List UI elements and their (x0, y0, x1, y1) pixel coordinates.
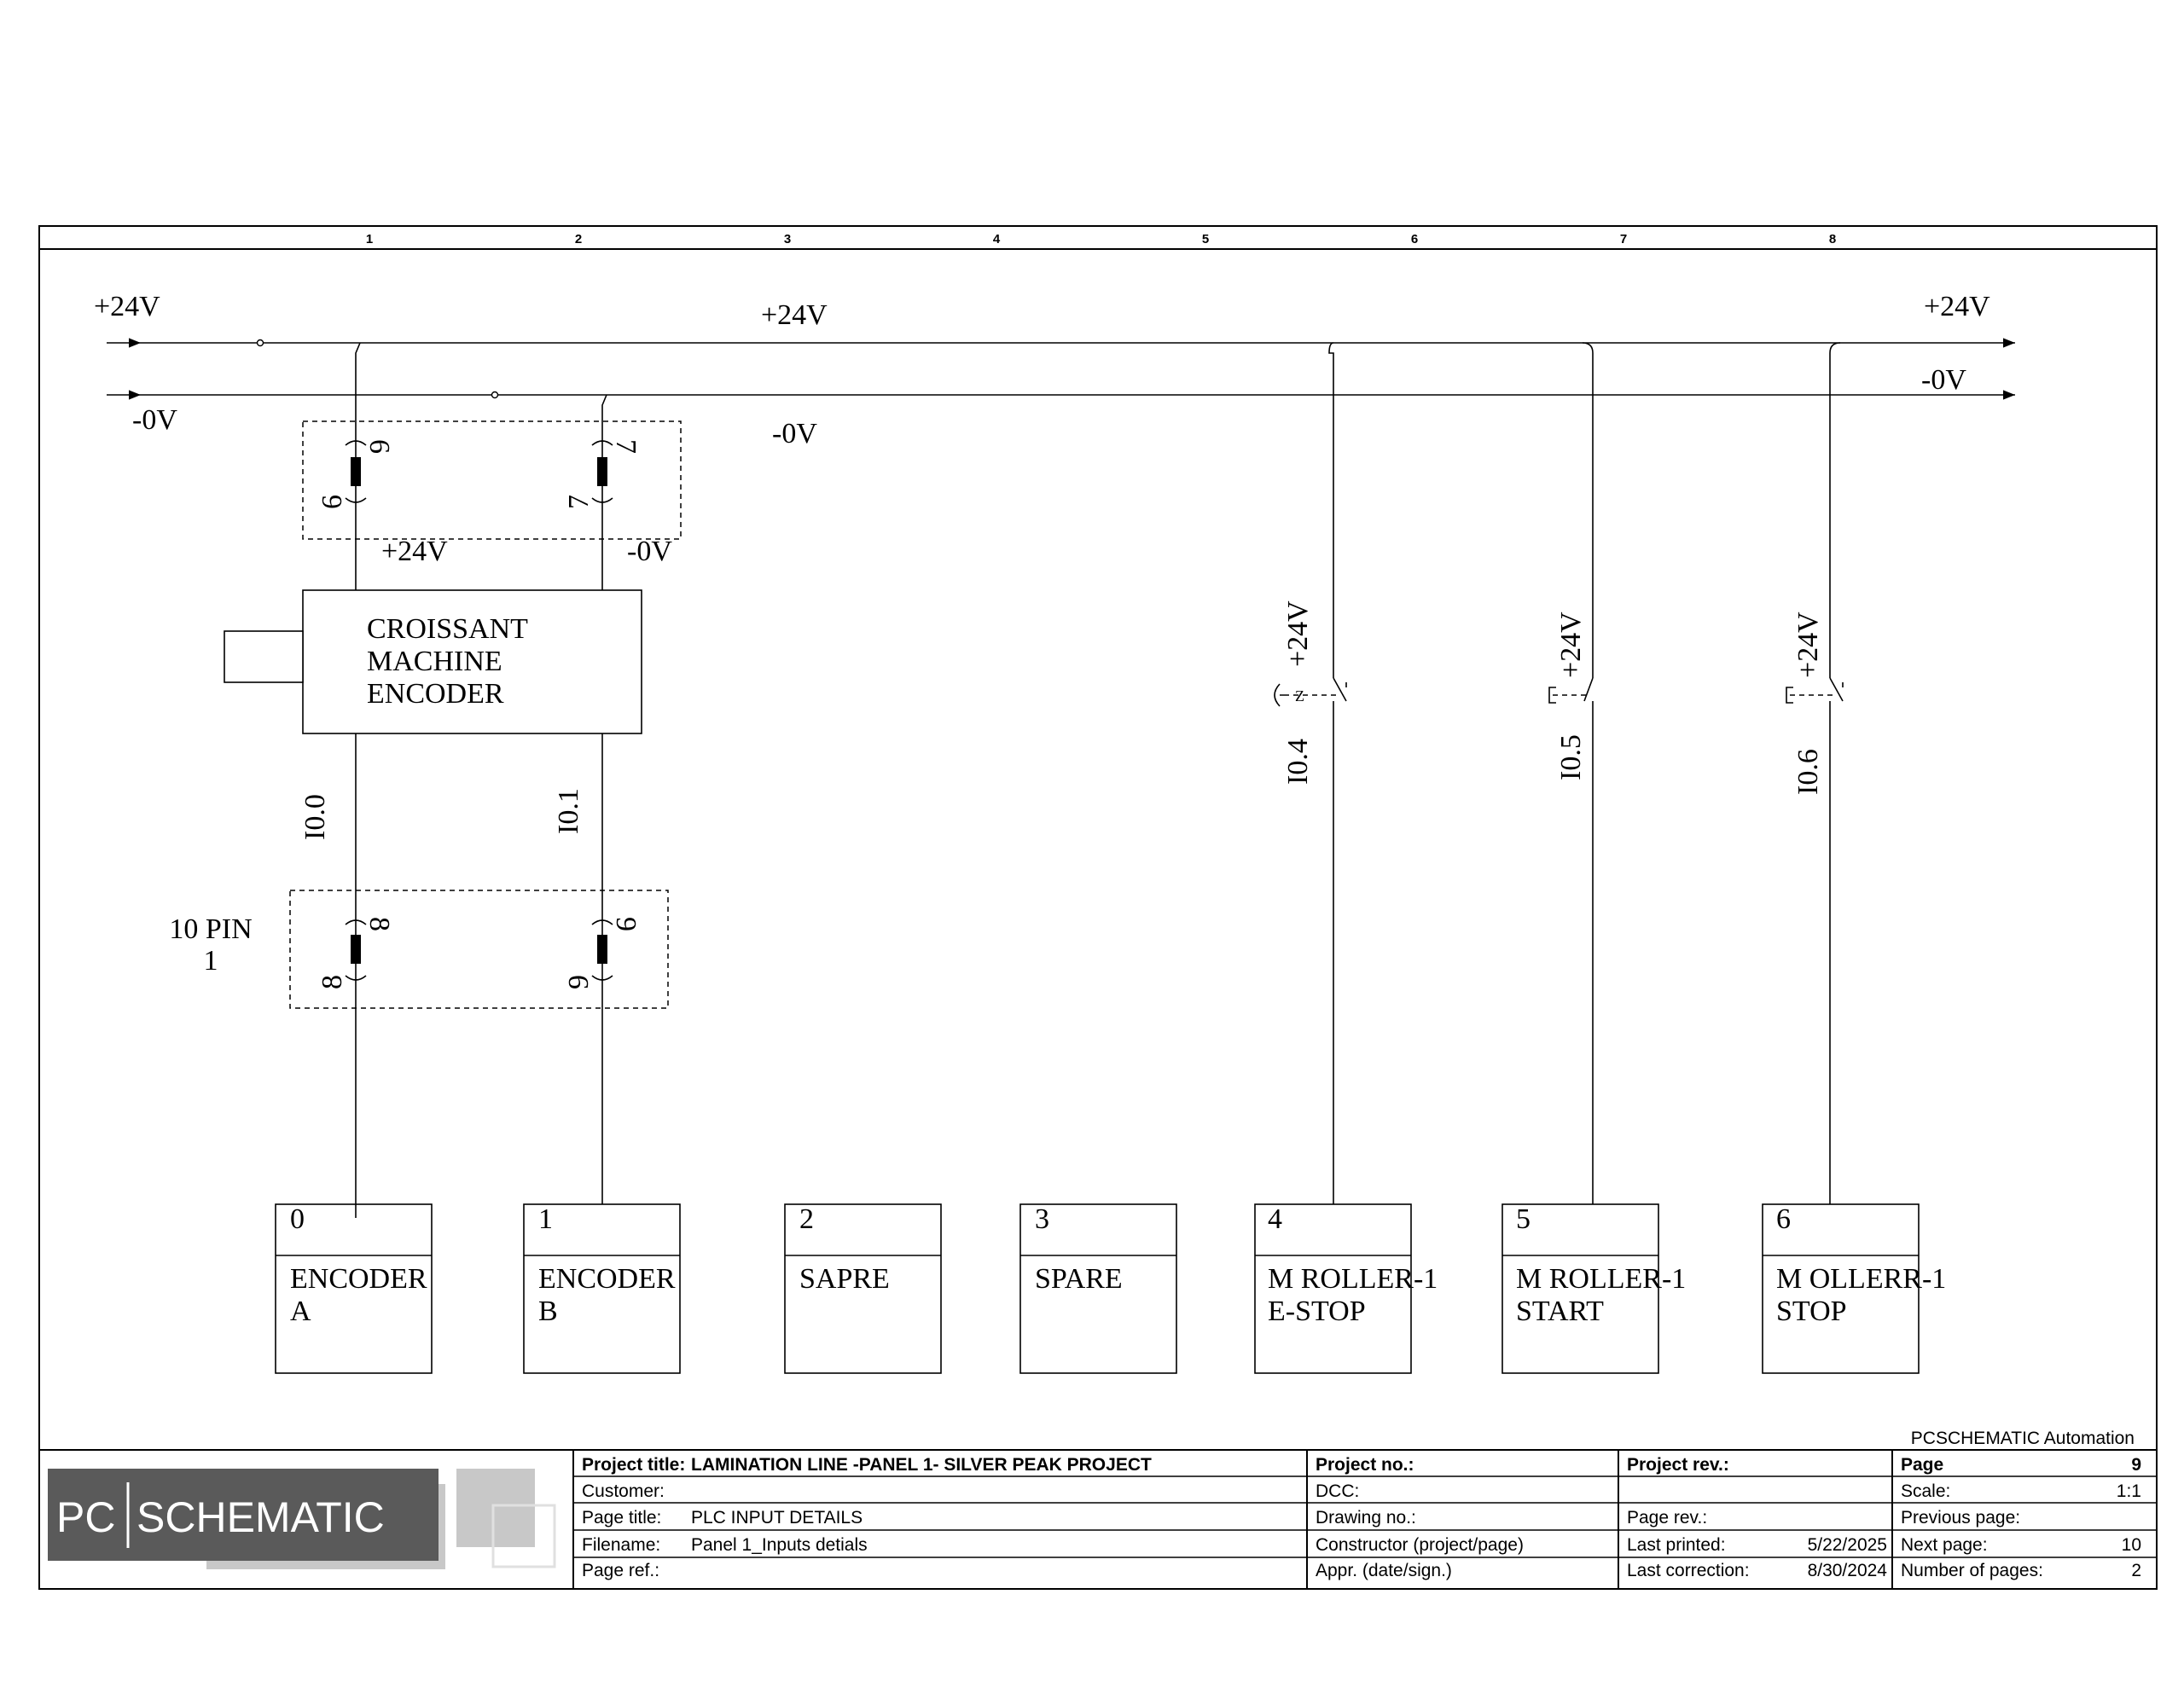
rail-0v-junction (492, 392, 498, 398)
number-of-pages-label: Number of pages: (1901, 1561, 2043, 1580)
plc-input-boxes (276, 1203, 1946, 1373)
stop-circuit (1786, 343, 1843, 1204)
estop-circuit (1275, 343, 1346, 1204)
plc-input-label-line2: START (1516, 1296, 1604, 1327)
start-circuit (1549, 343, 1593, 1204)
plc-input-2 (785, 1203, 941, 1373)
project-title: LAMINATION LINE -PANEL 1- SILVER PEAK PROJECT (691, 1455, 1152, 1475)
signal-label-i00: I0.0 (299, 794, 331, 840)
connector-bottom-box (290, 890, 668, 1008)
drawing-no-label: Drawing no.: (1316, 1508, 1416, 1528)
connector-top-pin-a-label-lower: 6 (317, 495, 348, 509)
constructor-label: Constructor (project/page) (1316, 1535, 1524, 1555)
grid-column-number: 6 (1410, 232, 1419, 246)
grid-column-number: 4 (992, 232, 1001, 246)
filename: Panel 1_Inputs detials (691, 1535, 868, 1555)
plc-input-number: 3 (1035, 1203, 1049, 1235)
grid-column-number: 5 (1201, 232, 1210, 246)
pushbutton-circuits (1275, 343, 1843, 1204)
connector-top-label-plus: +24V (381, 536, 448, 567)
customer-label: Customer: (582, 1481, 665, 1501)
plc-input-label-line1: M ROLLER-1 (1516, 1263, 1687, 1295)
rail-24v-junction (258, 340, 264, 346)
plc-input-4 (1255, 1203, 1438, 1373)
plc-input-number: 0 (290, 1203, 305, 1235)
start-supply-label: +24V (1555, 612, 1587, 678)
logo-text-right: SCHEMATIC (136, 1493, 385, 1541)
plc-input-number: 6 (1776, 1203, 1791, 1235)
encoder-label-line2: MACHINE (367, 646, 502, 677)
company-name: PCSCHEMATIC Automation (1910, 1429, 2135, 1448)
last-printed: 5/22/2025 (1807, 1535, 1887, 1555)
filename-label: Filename: (582, 1535, 661, 1555)
encoder-label-line1: CROISSANT (367, 613, 528, 645)
rail-label-right-minus: -0V (1921, 364, 1966, 396)
last-correction: 8/30/2024 (1807, 1561, 1887, 1580)
page-label: Page (1901, 1455, 1944, 1475)
start-contact (1584, 678, 1593, 701)
connector-bottom-pin-a-label: 8 (363, 917, 395, 931)
next-page-label: Next page: (1901, 1535, 1988, 1555)
project-rev-label: Project rev.: (1627, 1455, 1729, 1475)
connector-bottom-pin-b-label: 9 (610, 917, 642, 931)
page-rev-label: Page rev.: (1627, 1508, 1708, 1528)
scale-value: 1:1 (2116, 1481, 2141, 1501)
plc-input-label-line2: E-STOP (1268, 1296, 1366, 1327)
pc-schematic-logo (48, 1469, 555, 1569)
estop-supply-label: +24V (1282, 600, 1314, 667)
next-page: 10 (2121, 1535, 2141, 1555)
wire-encoder-ground (602, 395, 607, 590)
rail-label-mid-plus: +24V (761, 299, 828, 331)
power-rails (94, 291, 2015, 449)
rail-label-right-plus: +24V (1924, 291, 1990, 322)
connector-top-pin-b-label: 7 (610, 439, 642, 454)
page-number: 9 (2131, 1455, 2141, 1475)
estop-signal-label: I0.4 (1282, 739, 1314, 785)
number-of-pages: 2 (2131, 1561, 2141, 1580)
plc-input-0 (276, 1203, 432, 1373)
plc-input-label-line1: SAPRE (799, 1263, 890, 1295)
scale-label: Scale: (1901, 1481, 1951, 1501)
plc-input-6 (1763, 1203, 1946, 1373)
plc-input-label-line1: SPARE (1035, 1263, 1123, 1295)
plc-input-1 (524, 1203, 680, 1373)
connector-top-label-minus: -0V (627, 536, 672, 567)
connector-bottom-label-line2: 1 (203, 945, 218, 977)
plc-input-label-line2: STOP (1776, 1296, 1847, 1327)
encoder-wiring (169, 343, 681, 1218)
plc-input-label-line1: ENCODER (290, 1263, 427, 1295)
connector-bottom-pin-a-label-lower: 8 (317, 975, 348, 989)
appr-label: Appr. (date/sign.) (1316, 1561, 1452, 1580)
last-printed-label: Last printed: (1627, 1535, 1726, 1555)
estop-wire-top (1329, 343, 1333, 678)
plc-input-5 (1502, 1203, 1686, 1373)
plc-input-label-line1: ENCODER (538, 1263, 676, 1295)
last-correction-label: Last correction: (1627, 1561, 1750, 1580)
plc-input-3 (1020, 1203, 1176, 1373)
plc-input-number: 1 (538, 1203, 553, 1235)
signal-label-i01: I0.1 (553, 788, 584, 834)
logo-text-left: PC (56, 1493, 116, 1541)
rail-label-left-plus: +24V (94, 291, 160, 322)
connector-top-pin-b-label-lower: 7 (563, 495, 595, 509)
grid-column-numbers (366, 232, 1836, 246)
estop-mushroom-icon (1275, 684, 1284, 706)
stop-contact (1830, 678, 1843, 701)
connector-top-pin-a-label: 6 (363, 439, 395, 454)
plc-input-label-line1: M ROLLER-1 (1268, 1263, 1438, 1295)
page-ref-label: Page ref.: (582, 1561, 660, 1580)
plc-input-label-line1: M OLLERR-1 (1776, 1263, 1947, 1295)
title-block (39, 1429, 2157, 1589)
encoder-label-line3: ENCODER (367, 678, 504, 710)
plc-input-number: 2 (799, 1203, 814, 1235)
previous-page-label: Previous page: (1901, 1508, 2021, 1528)
rail-label-left-minus: -0V (132, 404, 177, 436)
project-no-label: Project no.: (1316, 1455, 1414, 1475)
stop-signal-label: I0.6 (1792, 749, 1824, 795)
encoder-shaft (224, 631, 303, 682)
plc-input-label-line2: A (290, 1296, 311, 1327)
rail-label-mid-minus: -0V (772, 418, 817, 449)
grid-column-number: 8 (1828, 232, 1837, 246)
plc-input-label-line2: B (538, 1296, 558, 1327)
page-title: PLC INPUT DETAILS (691, 1508, 863, 1528)
plc-input-number: 4 (1268, 1203, 1282, 1235)
estop-contact (1333, 678, 1346, 701)
estop-actuator-mark: Z (1295, 687, 1304, 704)
stop-wire-top (1830, 343, 1840, 678)
page-title-label: Page title: (582, 1508, 662, 1528)
connector-bottom-pin-b-label-lower: 9 (563, 975, 595, 989)
start-signal-label: I0.5 (1555, 734, 1587, 780)
dcc-label: DCC: (1316, 1481, 1360, 1501)
grid-column-number: 3 (783, 232, 792, 246)
plc-input-number: 5 (1516, 1203, 1531, 1235)
grid-column-number: 2 (574, 232, 583, 246)
stop-supply-label: +24V (1792, 612, 1824, 678)
project-title-label: Project title: (582, 1455, 686, 1475)
grid-column-number: 1 (365, 232, 374, 246)
drawing-frame (39, 226, 2157, 1589)
connector-bottom-label-line1: 10 PIN (169, 913, 253, 945)
grid-column-number: 7 (1619, 232, 1628, 246)
